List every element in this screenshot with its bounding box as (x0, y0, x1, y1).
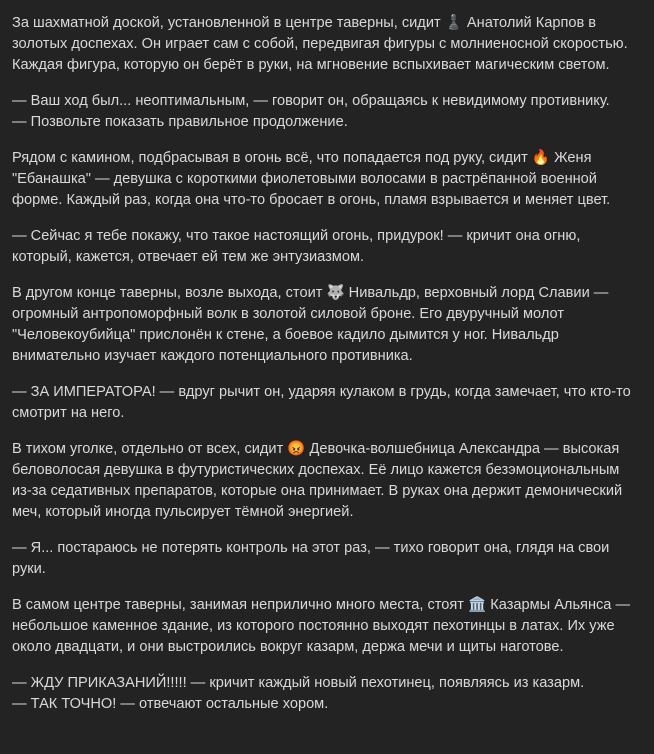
paragraph-barracks-intro: В самом центре таверны, занимая неприлично много места, стоят 🏛️ Казармы Альянса — небольшое каменное здание, из которого постоянно выходят пехотинцы в латах. Их уже около двадцати, и они выстроились вокруг казарм, держа мечи и щиты наготове. (12, 597, 631, 655)
paragraph-karpov-speech: — Ваш ход был... неоптимальным, — говорит он, обращаясь к невидимому противнику. — Позвольте показать правильное продолжение. (12, 93, 610, 130)
paragraph-nivaldr-intro: В другом конце таверны, возле выхода, стоит 🐺 Нивальдр, верховный лорд Славии — огромный антропоморфный волк в золотой силовой броне. Его двуручный молот "Человекоубийца" прислонён к стене, а боевое кадило дымится у ног. Нивальдр внимательно изучает каждого потенциального противника. (12, 285, 609, 364)
paragraph-zhenya-speech: — Сейчас я тебе покажу, что такое настоящий огонь, придурок! — кричит она огню, который, кажется, отвечает ей тем же энтузиазмом. (12, 228, 581, 265)
paragraph-alexandra-intro: В тихом уголке, отдельно от всех, сидит 😡 Девочка-волшебница Александра — высокая беловолосая девушка в футуристических доспехах. Её лицо кажется безэмоциональным из-за седативных препаратов, которые она принимает. В руках она держит демонический меч, который иногда пульсирует тёмной энергией. (12, 441, 623, 520)
paragraph-alexandra-speech: — Я... постараюсь не потерять контроль на этот раз, — тихо говорит она, глядя на свои руки. (12, 540, 610, 577)
paragraph-nivaldr-speech: — ЗА ИМПЕРАТОРА! — вдруг рычит он, ударяя кулаком в грудь, когда замечает, что кто-то смотрит на него. (12, 384, 631, 421)
paragraph-zhenya-intro: Рядом с камином, подбрасывая в огонь всё, что попадается под руку, сидит 🔥 Женя "Ебанашка" — девушка с короткими фиолетовыми волосами в растрёпанной военной форме. Каждый раз, когда она что-то бросает в огонь, пламя взрывается и меняет цвет. (12, 150, 611, 208)
paragraph-karpov-intro: За шахматной доской, установленной в центре таверны, сидит ♟️ Анатолий Карпов в золотых доспехах. Он играет сам с собой, передвигая фигуры с молниеносной скоростью. Каждая фигура, которую он берёт в руки, на мгновение вспыхивает магическим светом. (12, 15, 628, 73)
paragraph-barracks-speech: — ЖДУ ПРИКАЗАНИЙ!!!!! — кричит каждый новый пехотинец, появляясь из казарм. — ТАК ТОЧНО! — отвечают остальные хором. (12, 675, 585, 712)
